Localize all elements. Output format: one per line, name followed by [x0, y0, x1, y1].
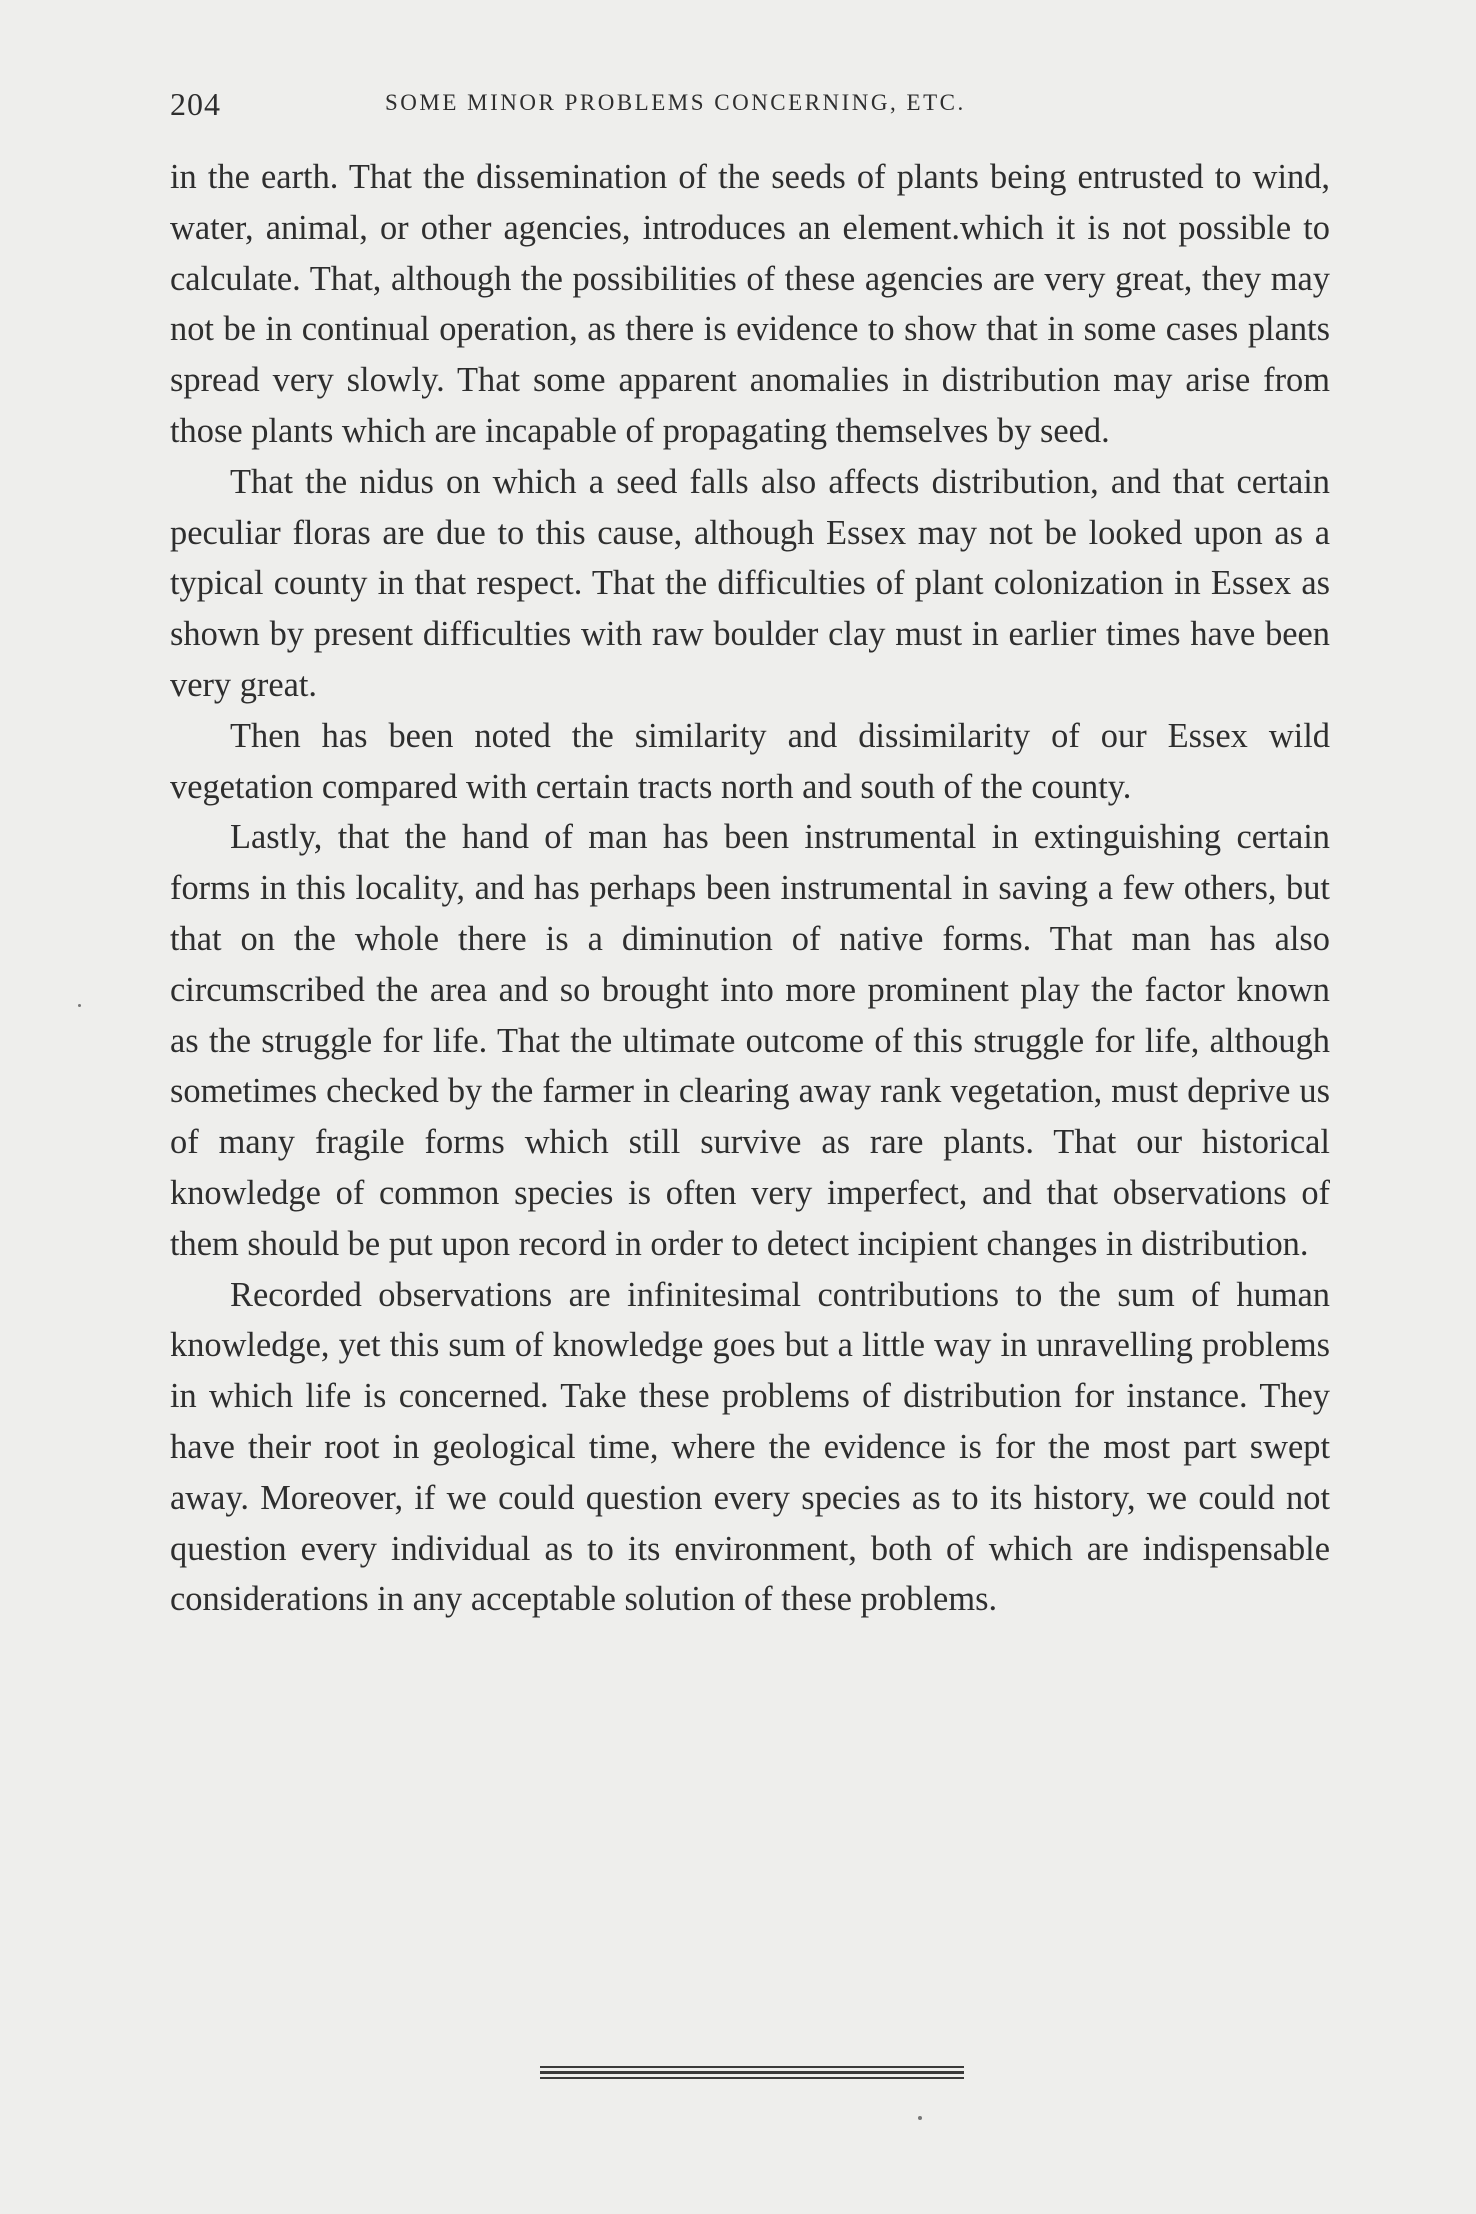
- body-text: [170, 152, 1330, 1625]
- running-title: SOME MINOR PROBLEMS CONCERNING, ETC.: [385, 90, 966, 115]
- print-speck: [78, 1004, 81, 1007]
- paragraph-recorded-observations: Recorded observations are infinitesimal contributions to the sum of human knowledge, yet this sum of knowledge goes but a little way in unravelling problems in which life is concerned. Take these problems of distribution for instance. They have their root in geological time, where the evidence is for the most part swept away. Moreover, if we could question every species as to its history, we could not question every individual as to its environment, both of which are indispensable considerations in any acceptable solution of these problems.: [170, 1275, 1330, 1619]
- paragraph-continued: in the earth. That the dissemination of the seeds of plants being entrusted to wind, water, animal, or other agencies, introduces an element.which it is not possible to calculate. That, although the possibilities of these agencies are very great, they may not be in continual operation, as there is evidence to show that in some cases plants spread very slowly. That some apparent anomalies in distribution may arise from those plants which are incapable of propagating themselves by seed.: [170, 158, 1330, 450]
- rule-line-bottom: [540, 2077, 964, 2079]
- page-number: 204: [170, 86, 221, 122]
- paragraph-nidus: That the nidus on which a seed falls also affects distribution, and that certain peculiar floras are due to this cause, although Essex may not be looked upon as a typical county in that respect. That the difficulties of plant colonization in Essex as shown by present difficulties with raw boulder clay must in earlier times have been very great.: [170, 462, 1330, 704]
- paragraph-lastly: Lastly, that the hand of man has been instrumental in extinguishing certain forms in this locality, and has perhaps been instrumental in saving a few others, but that on the whole there is a diminution of native forms. That man has also circumscribed the area and so brought into more prominent play the factor known as the struggle for life. That the ultimate outcome of this struggle for life, although sometimes checked by the farmer in clearing away rank vegetation, must deprive us of many fragile forms which still survive as rare plants. That our historical knowledge of common species is often very imperfect, and that observations of them should be put upon record in order to detect incipient changes in distribution.: [170, 818, 1330, 1263]
- rule-line-middle: [540, 2071, 964, 2074]
- rule-line-top: [540, 2066, 964, 2068]
- running-head: [170, 86, 1330, 126]
- end-ornament-rule: [540, 2066, 964, 2080]
- paragraph-similarity: Then has been noted the similarity and dissimilarity of our Essex wild vegetation compared with certain tracts north and south of the county.: [170, 716, 1330, 806]
- print-speck: [918, 2116, 922, 2120]
